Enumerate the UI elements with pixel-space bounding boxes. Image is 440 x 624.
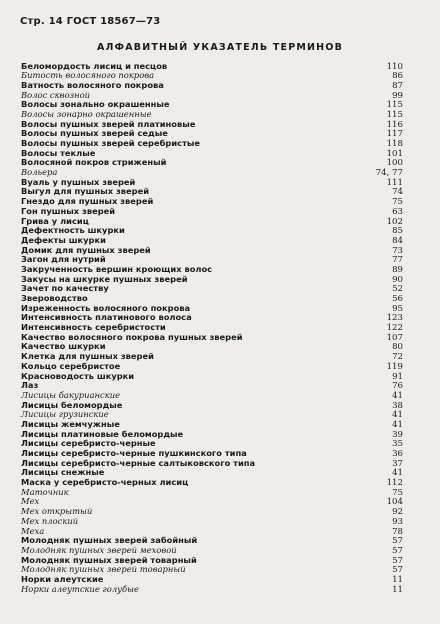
index-term: Меха	[21, 525, 45, 536]
index-term: Битость волосяного покрова	[21, 70, 155, 81]
index-page-number: 11	[392, 574, 403, 585]
index-page-number: 78	[392, 526, 403, 537]
index-page-number: 75	[392, 487, 403, 498]
index-page-number: 89	[392, 264, 403, 275]
index-term: Домик для пушных зверей	[21, 244, 151, 255]
index-term: Загон для нутрий	[21, 254, 106, 265]
index-term: Волосы теклые	[21, 147, 96, 158]
index-page-number: 93	[392, 516, 403, 527]
index-page-number: 73	[392, 245, 403, 256]
index-term: Лисицы серебристо-черные салтыковского типа	[21, 457, 256, 468]
index-entry	[21, 158, 403, 168]
index-page-number: 41	[392, 468, 403, 479]
index-term: Молодняк пушных зверей товарный	[21, 554, 197, 565]
index-term: Дефектность шкурки	[21, 225, 125, 236]
index-page-number: 118	[386, 139, 403, 149]
index-term: Лисицы бакурианские	[21, 389, 121, 400]
index-page-number: 37	[392, 458, 403, 469]
index-page-number: 111	[386, 177, 403, 188]
index-page-number: 57	[392, 565, 403, 576]
index-page-number: 117	[386, 129, 403, 140]
index-term: Интенсивность серебристости	[21, 322, 166, 333]
index-page-number: 84	[392, 235, 403, 246]
index-page-number: 57	[392, 536, 403, 547]
index-term: Маска у серебристо-черных лисиц	[21, 477, 189, 488]
index-page-number: 76	[392, 381, 403, 392]
index-entry	[21, 372, 403, 382]
index-page-number: 41	[392, 419, 403, 430]
index-term: Качество шкурки	[21, 341, 106, 352]
index-page-number: 39	[392, 429, 403, 440]
index-page-number: 87	[392, 80, 403, 91]
index-term: Кольцо серебристое	[21, 360, 121, 371]
index-term: Лисицы грузинские	[21, 409, 109, 420]
index-page-number: 101	[386, 148, 403, 159]
index-term: Молодняк пушных зверей товарный	[21, 564, 186, 575]
index-term: Гнездо для пушных зверей	[21, 196, 154, 207]
index-term: Волосы пушных зверей платиновые	[21, 118, 196, 129]
index-page-number: 41	[392, 390, 403, 401]
index-page-number: 95	[392, 303, 403, 314]
index-term: Лисицы беломордые	[21, 399, 123, 410]
index-term: Вуаль у пушных зверей	[21, 176, 136, 187]
index-term: Волосы зонально окрашенные	[21, 99, 170, 110]
index-term: Лаз	[21, 380, 39, 391]
index-term: Закусы на шкурке пушных зверей	[21, 273, 188, 284]
index-entry	[21, 585, 403, 595]
index-page-number: 123	[386, 313, 403, 324]
index-page-number: 102	[386, 216, 403, 227]
index-term: Зачет по качеству	[21, 283, 109, 294]
index-page-number: 77	[392, 255, 403, 266]
index-page-number: 41	[392, 410, 403, 421]
index-term: Маточник	[21, 486, 69, 497]
index-term: Молодняк пушных зверей забойный	[21, 535, 198, 546]
index-term: Мех плоский	[21, 515, 79, 526]
index-term: Интенсивность платинового волоса	[21, 312, 192, 323]
index-page-number: 72	[392, 352, 403, 363]
index-title: АЛФАВИТНЫЙ УКАЗАТЕЛЬ ТЕРМИНОВ	[96, 42, 344, 53]
index-page-number: 57	[392, 555, 403, 566]
index-page-number: 115	[386, 109, 403, 120]
index-page-number: 52	[392, 284, 403, 295]
index-page-number: 80	[392, 342, 403, 353]
term-index-list	[21, 62, 403, 595]
index-page-number: 11	[392, 584, 403, 595]
index-page-number: 107	[386, 332, 403, 343]
index-page-number: 86	[392, 71, 403, 82]
index-page-number: 35	[392, 439, 403, 450]
index-term: Дефекты шкурки	[21, 234, 106, 245]
index-term: Волосы зонарно окрашенные	[21, 108, 152, 119]
index-term: Норки алеутские	[21, 573, 104, 584]
index-page-number: 112	[386, 478, 403, 489]
index-term: Лисицы серебристо-черные пушкинского типа	[21, 448, 247, 458]
index-term: Волос сквозной	[21, 89, 91, 100]
index-term: Звероводство	[21, 293, 88, 303]
index-term: Лисицы платиновые беломордые	[21, 428, 184, 439]
index-page-number: 74	[392, 187, 403, 198]
index-entry	[21, 507, 403, 517]
index-term: Мех	[21, 496, 40, 507]
index-page-number: 104	[386, 497, 403, 508]
index-term: Выгул для пушных зверей	[21, 186, 150, 197]
index-page-number: 74, 77	[375, 168, 403, 179]
index-page-number: 38	[392, 400, 403, 411]
index-page-number: 122	[386, 323, 403, 334]
index-term: Волосы пушных зверей серебристые	[21, 138, 201, 148]
index-entry	[21, 488, 403, 498]
index-page-number: 100	[386, 158, 403, 169]
index-page-number: 119	[386, 361, 403, 372]
index-page-number: 57	[392, 545, 403, 556]
index-term: Мех открытый	[21, 506, 93, 517]
index-term: Лисицы жемчужные	[21, 418, 120, 429]
index-term: Закрученность вершин кроющих волос	[21, 263, 213, 274]
index-page-number: 90	[392, 274, 403, 285]
index-term: Лисицы серебристо-черные	[21, 438, 156, 449]
index-page-number: 56	[392, 294, 403, 304]
index-page-number: 63	[392, 206, 403, 217]
index-term: Изреженность волосяного покрова	[21, 302, 191, 313]
index-term: Молодняк пушных зверей меховой	[21, 544, 177, 555]
index-page-number: 116	[386, 119, 403, 130]
index-term: Грива у лисиц	[21, 215, 89, 226]
index-term: Волосы пушных зверей седые	[21, 128, 168, 139]
index-term: Гон пушных зверей	[21, 205, 116, 216]
index-term: Ватность волосяного покрова	[21, 79, 164, 90]
index-term: Волосяной покров стриженый	[21, 157, 167, 168]
page-header: Стр. 14 ГОСТ 18567—73	[20, 16, 161, 27]
index-entry	[21, 478, 403, 488]
index-term: Красноводость шкурки	[21, 370, 135, 381]
index-page-number: 91	[392, 371, 403, 382]
index-page-number: 36	[392, 449, 403, 459]
index-term: Клетка для пушных зверей	[21, 351, 154, 362]
index-term: Вольера	[21, 167, 58, 178]
index-page-number: 99	[392, 90, 403, 101]
index-page-number: 92	[392, 507, 403, 518]
index-term: Норки алеутские голубые	[21, 583, 139, 594]
index-page-number: 115	[386, 100, 403, 111]
index-term: Лисицы снежные	[21, 467, 105, 478]
index-term: Беломордость лисиц и песцов	[21, 60, 168, 71]
index-page-number: 75	[392, 197, 403, 208]
index-term: Качество волосяного покрова пушных зверей	[21, 331, 243, 342]
index-page-number: 110	[386, 61, 403, 72]
index-entry	[21, 517, 403, 527]
index-page-number: 85	[392, 226, 403, 237]
